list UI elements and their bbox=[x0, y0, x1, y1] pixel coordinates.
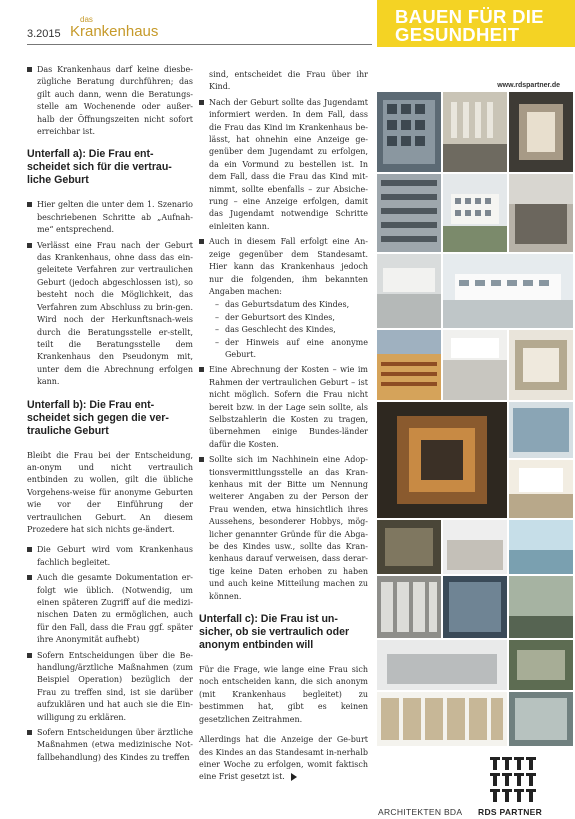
intro-bullets bbox=[27, 64, 193, 138]
bullet-item: Verlässt eine Frau nach der Geburt das Krankenhaus, ohne dass das ein-geleitete Verfahren zur vertraulichen Geburt (jedoch abgeschlossen ist), so besteht noch die Möglichkeit, das Verfahren zum Abschluss zu brin-gen. Wird noch der Herkunftsnach-weis durch die Beratungsstelle er-stellt, teilt die Beratungsstelle dem Krankenhaus den Pseudonym mit, unter dem die Abrechnung erfolgen kann. bbox=[27, 240, 193, 389]
dash-item: – das Geburtsdatum des Kindes, bbox=[215, 299, 368, 311]
bullet-item bbox=[199, 236, 368, 361]
middle-column bbox=[199, 69, 368, 792]
bullets-mid-2 bbox=[199, 364, 368, 603]
architecture-photo bbox=[377, 520, 441, 574]
banner-line-1: BAUEN FÜR DIE bbox=[395, 6, 544, 27]
dash-item: – das Geschlecht des Kindes, bbox=[215, 324, 368, 336]
architecture-photo bbox=[443, 92, 507, 172]
paragraph-c2 bbox=[199, 734, 368, 784]
architecture-photo bbox=[509, 330, 573, 400]
bullets-b bbox=[27, 544, 193, 764]
credit-architekten: ARCHITEKTEN BDA bbox=[378, 807, 463, 817]
issue-number: 3.2015 bbox=[27, 28, 61, 40]
architecture-photo bbox=[377, 330, 441, 400]
architecture-photo bbox=[509, 692, 573, 746]
bullets-a bbox=[27, 199, 193, 388]
dash-list bbox=[215, 299, 368, 361]
continue-arrow-icon bbox=[291, 773, 297, 781]
ad-website: www.rdspartner.de bbox=[497, 82, 560, 89]
dash-item: – der Geburtsort des Kindes, bbox=[215, 312, 368, 324]
architecture-photo bbox=[443, 174, 507, 252]
architecture-photo bbox=[509, 520, 573, 574]
architecture-photo bbox=[377, 92, 441, 172]
architecture-photo bbox=[377, 402, 507, 518]
architecture-photo bbox=[509, 402, 573, 458]
magazine-logo-small: das bbox=[80, 15, 93, 24]
magazine-logo bbox=[70, 16, 158, 39]
architecture-photo bbox=[509, 174, 573, 252]
paragraph-c1: Für die Frage, wie lange eine Frau sich noch entscheiden kann, die sich anonym (mit Krankenhaus begleitet) zu bestimmen hat, gibt es keinen gesetzlichen Zeitrahmen. bbox=[199, 665, 368, 724]
ad-banner bbox=[377, 0, 575, 47]
rds-logo-icon bbox=[490, 757, 540, 802]
bullet-item: Eine Abrechnung der Kosten – wie im Rahmen der vertraulichen Geburt – ist nicht möglich. Sofern die Frau nicht bereit bzw. in der Lage sein sollte, als Selbstzahlerin die Kosten zu tragen, übernehmen einige Bundes-länder dafür die Kosten. bbox=[199, 364, 368, 451]
bullets-mid-1 bbox=[199, 97, 368, 362]
architecture-photo bbox=[443, 520, 507, 574]
architecture-photo bbox=[509, 460, 573, 518]
bullet-item: Die Geburt wird vom Krankenhaus fachlich begleitet. bbox=[27, 544, 193, 569]
bullet-item: Sofern Entscheidungen über die Be-handlung/ärztliche Maßnahmen (zum Beispiel Operation) bezüglich der Frau zu treffen sind, ist sie darüber aufzuklären und hat auch sie die Ein-willigung zu erklären. bbox=[27, 650, 193, 724]
bullet-item: Das Krankenhaus darf keine diesbe-zügliche Beratung durchführen; das gilt auch dann, wenn die Beratungs-stelle am Wochenende oder außer-halb der Öffnungszeiten nicht sofort erreichbar ist. bbox=[27, 64, 193, 138]
architecture-photo bbox=[443, 330, 507, 400]
bullet-text: Auch in diesem Fall erfolgt eine An-zeige gegenüber dem Standesamt. Hier kann das Krankenhaus jedoch nur die folgenden, ihm bekannten Angaben machen: bbox=[209, 237, 368, 296]
banner-line-2: GESUNDHEIT bbox=[395, 24, 520, 45]
architecture-photo bbox=[377, 254, 441, 328]
architecture-photo bbox=[377, 576, 441, 638]
bullet-item: Hier gelten die unter dem 1. Szenario beschriebenen Schritte ab „Aufnah-me“ entsprechend. bbox=[27, 199, 193, 236]
bullet-item: Sofern Entscheidungen über ärztliche Maßnahmen (etwa medizinische Not-fallbehandlung) des Kindes zu treffen bbox=[27, 727, 193, 764]
architecture-photo bbox=[509, 640, 573, 690]
heading-unterfall-a: Unterfall a): Die Frau ent-scheidet sich für die vertrau-liche Geburt bbox=[27, 148, 172, 187]
credit-rds-partner: RDS PARTNER bbox=[478, 807, 543, 817]
paragraph-c2-text: Allerdings hat die Anzeige der Ge-burt des Kindes an das Standesamt in-nerhalb einer Woche zu erfolgen, womit faktisch eine Frist gesetzt ist. bbox=[199, 735, 368, 782]
heading-unterfall-b: Unterfall b): Die Frau ent-scheidet sich gegen die ver-trauliche Geburt bbox=[27, 398, 169, 437]
magazine-logo-name: Krankenhaus bbox=[70, 23, 159, 40]
architecture-photo bbox=[443, 254, 573, 328]
architecture-photo bbox=[509, 576, 573, 638]
continued-text: sind, entscheidet die Frau über ihr Kind. bbox=[209, 70, 368, 92]
left-column bbox=[27, 64, 193, 767]
architecture-photo bbox=[443, 576, 507, 638]
architecture-photo bbox=[377, 692, 507, 746]
bullet-item: Sollte sich im Nachhinein eine Adop-tionsvermittlungsstelle an das Kran-kenhaus mit der Bitte um Nennung weiterer Angaben zu der Person der Frau wenden, etwa hinsichtlich ihres Aussehens, besonderer Hobbys, mög-licher genannter Gründe für die Abga-be des Kindes usw., sollte das Kran-kenhaus darauf verweisen, dass derar-tige keine Daten erhoben zu haben und auch keine Mitteilung machen zu können. bbox=[199, 454, 368, 603]
bullet-item: Auch die gesamte Dokumentation er-folgt wie üblich. (Notwendig, um einen späteren Zugriff auf die medizi-nischen Daten zu ermöglichen, auch für den Fall, dass die Frau ggf. später ihre Anonymität aufhebt) bbox=[27, 572, 193, 646]
bullet-item: Nach der Geburt sollte das Jugendamt informiert werden. In dem Fall, dass die Frau das Kind im Krankenhaus be-lässt, hat ohnehin eine Anzeige ge-genüber dem Jugendamt zu erfolgen, da ein Vormund zu bestellen ist. In dem Fall, dass die Frau das Kind mit-nimmt, sollte ebenfalls – zur Absiche-rung – eine Anzeige erfolgen, damit das Jugendamt notwendige Schritte einleiten kann. bbox=[199, 97, 368, 233]
header-rule bbox=[27, 44, 372, 45]
architecture-photo bbox=[509, 92, 573, 172]
paragraph-b: Bleibt die Frau bei der Entscheidung, an-onym und nicht vertraulich entbinden zu wollen, gilt die übliche Vorgehens-weise für anonyme Geburten wie vor der Einführung der vertraulichen Geburt. An diesem Prozedere hat sich nichts ge-ändert. bbox=[27, 450, 193, 534]
architecture-photo bbox=[377, 174, 441, 252]
heading-unterfall-c: Unterfall c): Die Frau ist un-sicher, ob sie vertraulich oder anonym entbinden will bbox=[199, 613, 350, 652]
dash-item: – der Hinweis auf eine anonyme Geburt. bbox=[215, 337, 368, 362]
architecture-photo bbox=[377, 640, 507, 690]
